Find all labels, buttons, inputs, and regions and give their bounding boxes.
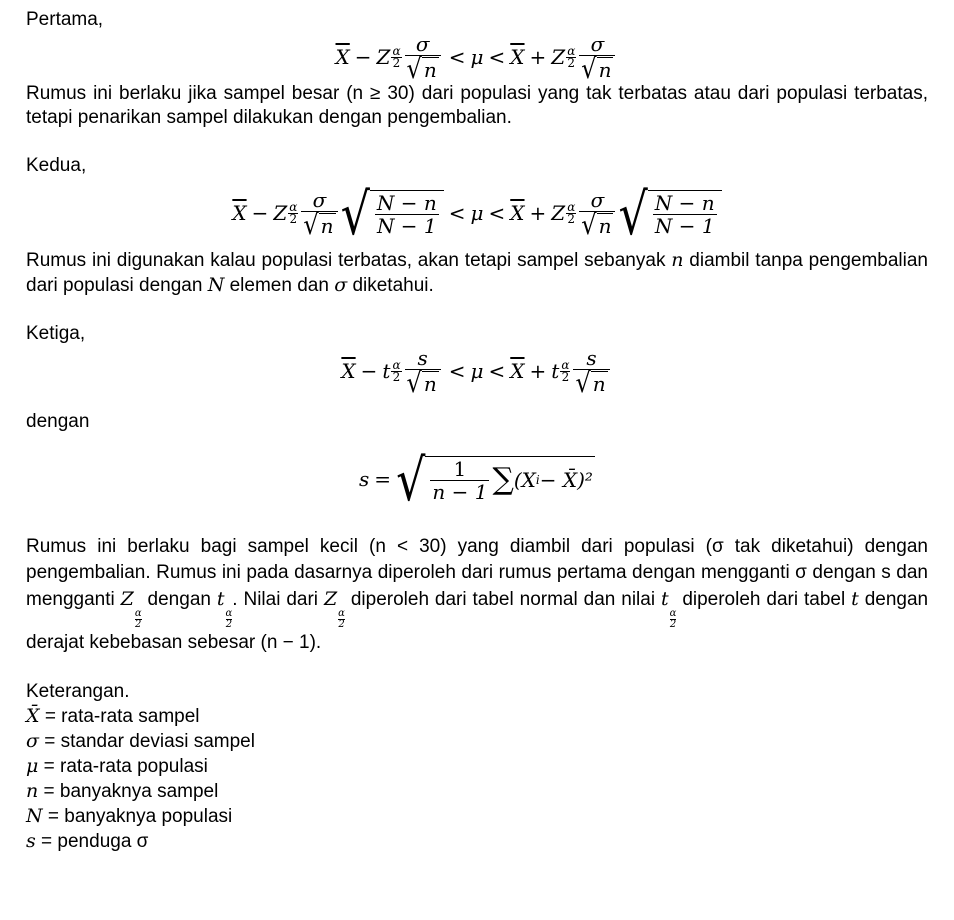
less-than: < [488, 45, 506, 69]
legend-item: σ = standar deviasi sampel [26, 730, 255, 752]
less-than: < [448, 45, 466, 69]
legend-item: X̄ = rata-rata sampel [26, 705, 200, 727]
legend-item: s = penduga σ [26, 830, 149, 852]
second-heading: Kedua, [26, 155, 87, 176]
formula-2: $\overline{X}$ − Z α 2 σ √ n √ $\frac{N - n}{N - 1}$ < μ < $\overline{X}$ + Z α 2 σ √ n √ $\frac{N - n}{N - 1}$ [26, 178, 928, 248]
legend-item: N = banyaknya populasi [26, 805, 233, 827]
alpha-half-subscript: α 2 [392, 43, 401, 70]
legend-item: n = banyaknya sampel [26, 780, 219, 802]
plus-sign: + [529, 45, 547, 69]
sigma-over-sqrt-n: σ √ n [579, 33, 615, 81]
formula-3: $\overline{X}$ − t α 2 s √ n < μ < $\overline{X}$ + t α 2 s √ n [26, 346, 928, 396]
minus-sign: − [354, 45, 372, 69]
second-text: Rumus ini digunakan kalau populasi terbatas, akan tetapi sampel sebanyak n diambil tanpa pengembalian dari populasi dengan N elemen dan σ diketahui. [26, 249, 928, 296]
legend-title: Keterangan. [26, 681, 130, 702]
z-symbol: Z [551, 45, 566, 69]
third-text: Rumus ini berlaku bagi sampel kecil (n < 30) yang diambil dari populasi (σ tak diketahui) dengan pengembalian. Rumus ini pada dasarnya diperoleh dari rumus pertama dengan mengganti σ dengan s dan mengganti Z $\frac{\alpha}{2}$ dengan t $\frac{\alpha}{2}$ . Nilai dari Z $\frac{\alpha}{2}$ diperoleh dari tabel normal dan nilai t $\frac{\alpha}{2}$ diperoleh dari tabel t dengan derajat kebebasan sebesar (n − 1). [26, 536, 929, 653]
legend-item: μ = rata-rata populasi [26, 755, 208, 777]
xbar-symbol: $\overline{X}$ [335, 45, 350, 69]
formula-1 [26, 32, 928, 85]
formula-s: s = √ $\frac{1}{n - 1}$ ∑ (X i − X̄)² [359, 445, 593, 514]
document-page [26, 8, 928, 854]
first-heading: Pertama, [26, 9, 104, 30]
alpha-half-subscript: α 2 [567, 43, 576, 70]
sample-sd-sqrt: √ $\frac{1}{n - 1}$ ∑ (X i − X̄)² [396, 445, 593, 514]
finite-correction-sqrt: √ $\frac{N - n}{N - 1}$ [341, 190, 444, 237]
finite-correction-sqrt: √ $\frac{N - n}{N - 1}$ [618, 190, 721, 237]
z-symbol: Z [376, 45, 391, 69]
third-heading: Ketiga, [26, 323, 86, 344]
xbar-symbol: $\overline{X}$ [510, 45, 525, 69]
sigma-over-sqrt-n: σ √ n [405, 33, 441, 81]
legend [26, 680, 928, 854]
first-text: Rumus ini berlaku jika sampel besar (n ≥ 30) dari populasi yang tak terbatas atau dari populasi terbatas, tetapi penarikan sampel dilakukan dengan pengembalian. [26, 83, 928, 128]
with-label: dengan [26, 411, 90, 432]
mu-symbol: μ [470, 45, 484, 69]
